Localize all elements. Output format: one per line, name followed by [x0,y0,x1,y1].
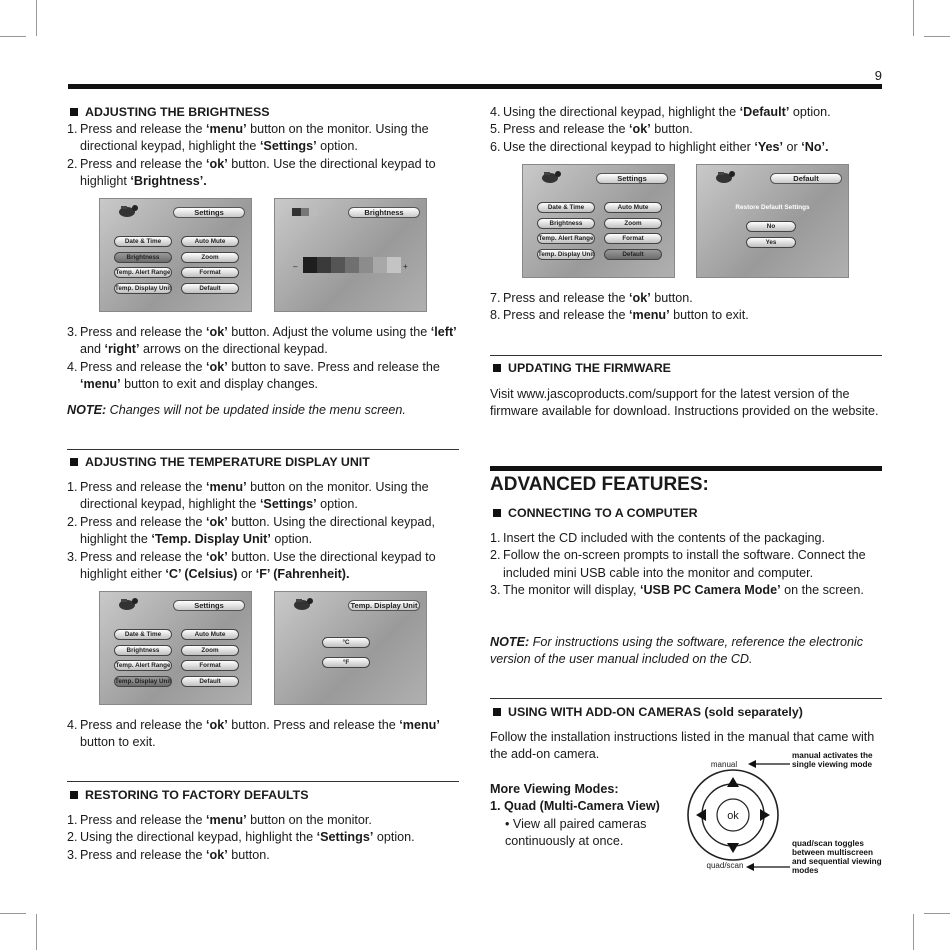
step-keyword: ‘menu’ [399,718,440,732]
step-keyword: ‘ok’ [206,359,228,374]
list-number: 4. [67,718,78,732]
crop-mark [36,914,37,950]
step-text: Press and release the [80,813,207,827]
step-keyword: ‘Yes’ [754,139,784,154]
step-text: button on the monitor. Using the directional keypad, highlight the [80,480,429,512]
step-text: or [783,139,802,154]
factory-steps-cont-2 [490,290,882,325]
step-text: or [237,567,256,582]
step-text: Press and release the [80,325,207,339]
list-item [490,290,882,307]
step-keyword: ‘menu’ [80,377,121,392]
list-number: 3. [490,583,501,598]
default-option: No [746,221,796,232]
menu-button: Auto Mute [604,202,662,213]
list-item [490,139,882,156]
divider [67,449,459,450]
menu-button: Zoom [604,218,662,229]
addon-text: Follow the installation instructions listed in the manual that came with the add-on camera. [490,730,875,762]
heading-temperature [67,454,459,471]
list-item [67,847,459,864]
step-keyword: ‘ok’ [206,847,228,862]
temperature-steps-2 [67,717,459,752]
step-keyword: ‘right’ [104,342,140,357]
step-text: button to exit. [80,735,156,750]
heading-text: ADJUSTING THE TEMPERATURE DISPLAY UNIT [85,455,370,469]
step-keyword: ‘Settings’ [259,497,317,512]
minus-label: – [293,262,298,271]
step-keyword: ‘C’ (Celsius) [165,567,238,582]
temp-unit-screen [274,591,427,705]
note-text: For instructions using the software, reference the electronic version of the user manual included on the CD. [490,635,864,667]
step-text: button. Using the directional keypad, highlight the [80,514,435,547]
heading-text: CONNECTING TO A COMPUTER [508,506,698,520]
heading-text: RESTORING TO FACTORY DEFAULTS [85,788,309,802]
step-text: button. [650,291,693,305]
quad-bullet: • View all paired cameras continuously at once. [505,817,647,849]
step-text: Using the directional keypad, highlight the [503,105,740,119]
menu-button: Date & Time [114,236,172,247]
brightness-swatch-icon [292,208,318,216]
step-keyword: ‘ok’ [206,325,228,339]
step-text: Press and release the [80,514,207,529]
step-keyword: ‘menu’ [206,813,247,827]
quad-title: 1. Quad (Multi-Camera View) [490,799,660,813]
computer-note [490,634,882,669]
camera-logo-icon [541,170,565,184]
square-bullet-icon [493,509,501,517]
advanced-title: ADVANCED FEATURES: [490,474,709,495]
screen-title: Default [770,173,842,184]
list-number: 7. [490,291,501,305]
menu-button: Brightness [114,252,172,263]
step-text: button on the monitor. Using the directional keypad, highlight the [80,122,429,154]
note-label: NOTE: [490,635,530,649]
square-bullet-icon [70,108,78,116]
crop-mark [913,914,914,950]
brightness-note [67,402,459,419]
list-number: 8. [490,308,501,323]
step-text: Press and release the [503,291,630,305]
menu-button: Default [181,676,239,687]
unit-option: °C [322,637,370,648]
step-keyword: ‘Settings’ [259,139,317,154]
arrow-head-icon [748,760,756,768]
brightness-bar [303,257,401,273]
screen-title: Settings [173,600,245,611]
step-keyword: ‘left’ [430,325,457,339]
top-rule [68,84,882,89]
manual-caption: manual activates the single viewing mode [792,751,873,769]
crop-mark [924,913,950,914]
step-text: button to exit. [669,308,749,323]
menu-button: Format [181,267,239,278]
list-number: 1. [490,531,501,545]
list-number: 1. [67,480,78,494]
camera-logo-icon [715,170,739,184]
menu-button: Date & Time [537,202,595,213]
brightness-steps [67,121,459,191]
brightness-step [387,257,401,273]
list-item [67,121,459,156]
computer-steps [490,530,882,600]
step-text: Press and release the [80,480,207,494]
step-keyword: ‘ok’ [629,122,651,137]
settings-screen [99,198,252,312]
brightness-step [303,257,317,273]
quad-scan-label: quad/scan [706,861,744,870]
menu-button: Auto Mute [181,629,239,640]
step-text: option. [316,139,358,154]
list-number: 6. [490,139,501,154]
menu-button: Date & Time [114,629,172,640]
list-item [67,514,459,549]
list-item [67,549,459,584]
menu-button: Auto Mute [181,236,239,247]
menu-button: Format [604,233,662,244]
step-keyword: ‘Brightness’. [130,174,207,189]
step-keyword: ‘F’ (Fahrenheit). [255,567,350,582]
step-keyword: ‘ok’ [206,718,228,732]
step-keyword: ‘menu’ [206,480,247,494]
brightness-steps-2 [67,324,459,394]
camera-logo-icon [118,204,142,218]
list-item [67,479,459,514]
heading-text: USING WITH ADD-ON CAMERAS (sold separately) [508,705,803,719]
unit-option: °F [322,657,370,668]
step-text: and [80,342,105,357]
list-number: 3. [67,847,78,862]
list-number: 2. [490,548,501,563]
note-text: Changes will not be updated inside the menu screen. [106,403,406,417]
step-text: option. [316,497,358,512]
default-option: Yes [746,237,796,248]
keypad-diagram [686,750,796,875]
step-keyword: ‘Temp. Display Unit’ [151,532,271,547]
step-text: button. Use the directional keypad to highlight [80,156,436,189]
step-text: button on the monitor. [246,813,372,827]
step-text: option. [270,532,313,547]
camera-logo-icon [293,597,317,611]
list-item [490,307,882,324]
list-item [67,324,459,359]
brightness-screen [274,198,427,312]
heading-text: UPDATING THE FIRMWARE [508,361,671,375]
menu-button: Zoom [181,252,239,263]
manual-label: manual [710,760,738,769]
menu-button: Temp. Alert Range [538,235,594,242]
divider [67,781,459,782]
list-number: 2. [67,156,78,171]
quad-scan-caption: quad/scan toggles between multiscreen and sequential viewing modes [792,839,882,875]
menu-button: Temp. Alert Range [115,269,171,276]
factory-steps-cont [490,104,882,156]
list-number: 5. [490,122,501,137]
list-number: 2. [67,830,78,845]
list-number: 3. [67,325,78,339]
step-text: Insert the CD included with the contents of the packaging. [503,531,826,545]
list-item [67,829,459,846]
note-label: NOTE: [67,403,107,417]
crop-mark [0,36,26,37]
menu-button: Brightness [537,218,595,229]
divider [490,355,882,356]
step-keyword: ‘menu’ [206,122,247,136]
step-keyword: ‘Settings’ [316,830,374,845]
square-bullet-icon [70,458,78,466]
heading-firmware [490,360,882,377]
step-keyword: ‘menu’ [629,308,670,323]
list-number: 2. [67,514,78,529]
heading-addon [490,704,882,721]
square-bullet-icon [70,791,78,799]
step-text: on the screen. [780,583,864,598]
step-text: Press and release the [80,359,207,374]
step-keyword: ‘ok’ [206,514,228,529]
step-text: Use the directional keypad to highlight either [503,139,755,154]
brightness-step [359,257,373,273]
settings-screen [522,164,675,278]
screen-title: Settings [173,207,245,218]
page-number: 9 [874,68,882,83]
step-keyword: ‘Default’ [739,105,790,119]
step-text: button to exit and display changes. [120,377,319,392]
step-text: Using the directional keypad, highlight the [80,830,317,845]
more-modes-title: More Viewing Modes: [490,782,619,796]
heading-brightness [67,104,459,121]
square-bullet-icon [493,708,501,716]
step-text: button. Press and release the [227,718,400,732]
brightness-step [345,257,359,273]
step-keyword: ‘ok’ [206,156,228,171]
step-text: button. [227,847,270,862]
factory-steps [67,812,459,864]
brightness-step [373,257,387,273]
section-rule [490,466,882,471]
list-number: 1. [67,122,78,136]
screen-title: Temp. Display Unit [348,600,420,611]
settings-screen [99,591,252,705]
list-item [67,156,459,191]
step-keyword: ‘No’. [801,139,829,154]
menu-button: Temp. Display Unit [115,284,172,292]
crop-mark [0,913,26,914]
list-item [67,812,459,829]
menu-button: Zoom [181,645,239,656]
ok-label: ok [727,810,739,822]
step-text: arrows on the directional keypad. [139,342,328,357]
step-keyword: ‘ok’ [629,291,651,305]
crop-mark [913,0,914,36]
default-screen [696,164,849,278]
step-text: button to save. Press and release the [227,359,440,374]
menu-button: Default [181,283,239,294]
list-item [67,359,459,394]
step-keyword: ‘USB PC Camera Mode’ [639,583,781,598]
crop-mark [924,36,950,37]
screen-title: Settings [596,173,668,184]
crop-mark [36,0,37,36]
step-text: option. [373,830,415,845]
camera-logo-icon [118,597,142,611]
menu-button: Temp. Display Unit [538,250,595,258]
step-text: option. [789,105,831,119]
step-text: button. [650,122,693,137]
step-text: button. Adjust the volume using the [227,325,431,339]
step-text: Press and release the [80,156,207,171]
list-item [490,121,882,138]
step-text: Press and release the [80,718,207,732]
square-bullet-icon [493,364,501,372]
step-text: Press and release the [503,308,630,323]
firmware-text: Visit www.jascoproducts.com/support for the latest version of the firmware available for download. Instructions provided on the website. [490,387,879,419]
step-keyword: ‘ok’ [206,549,228,564]
step-text: button. Use the directional keypad to highlight either [80,549,436,582]
heading-text: ADJUSTING THE BRIGHTNESS [85,105,270,119]
brightness-step [317,257,331,273]
step-text: Press and release the [80,122,207,136]
step-text: Press and release the [80,549,207,564]
heading-factory [67,787,459,804]
list-item [67,717,459,752]
arrow-head-icon [746,863,754,871]
menu-button: Temp. Alert Range [115,662,171,669]
list-item [490,530,882,547]
list-number: 3. [67,549,78,564]
screen-title: Brightness [348,207,420,218]
list-number: 1. [67,813,78,827]
divider [490,698,882,699]
list-item [490,104,882,121]
list-number: 4. [67,359,78,374]
menu-button: Default [604,249,662,260]
list-item [490,547,882,582]
menu-button: Brightness [114,645,172,656]
list-number: 4. [490,105,501,119]
plus-label: + [403,262,408,271]
step-text: Follow the on-screen prompts to install the software. Connect the included mini USB cable into the monitor and computer. [503,548,866,580]
brightness-step [331,257,345,273]
menu-button: Format [181,660,239,671]
step-text: The monitor will display, [503,583,640,598]
default-prompt: Restore Default Settings [735,204,810,211]
list-item [490,582,882,599]
step-text: Press and release the [503,122,630,137]
menu-button: Temp. Display Unit [115,677,172,685]
heading-computer [490,505,882,522]
temperature-steps [67,479,459,583]
step-text: Press and release the [80,847,207,862]
